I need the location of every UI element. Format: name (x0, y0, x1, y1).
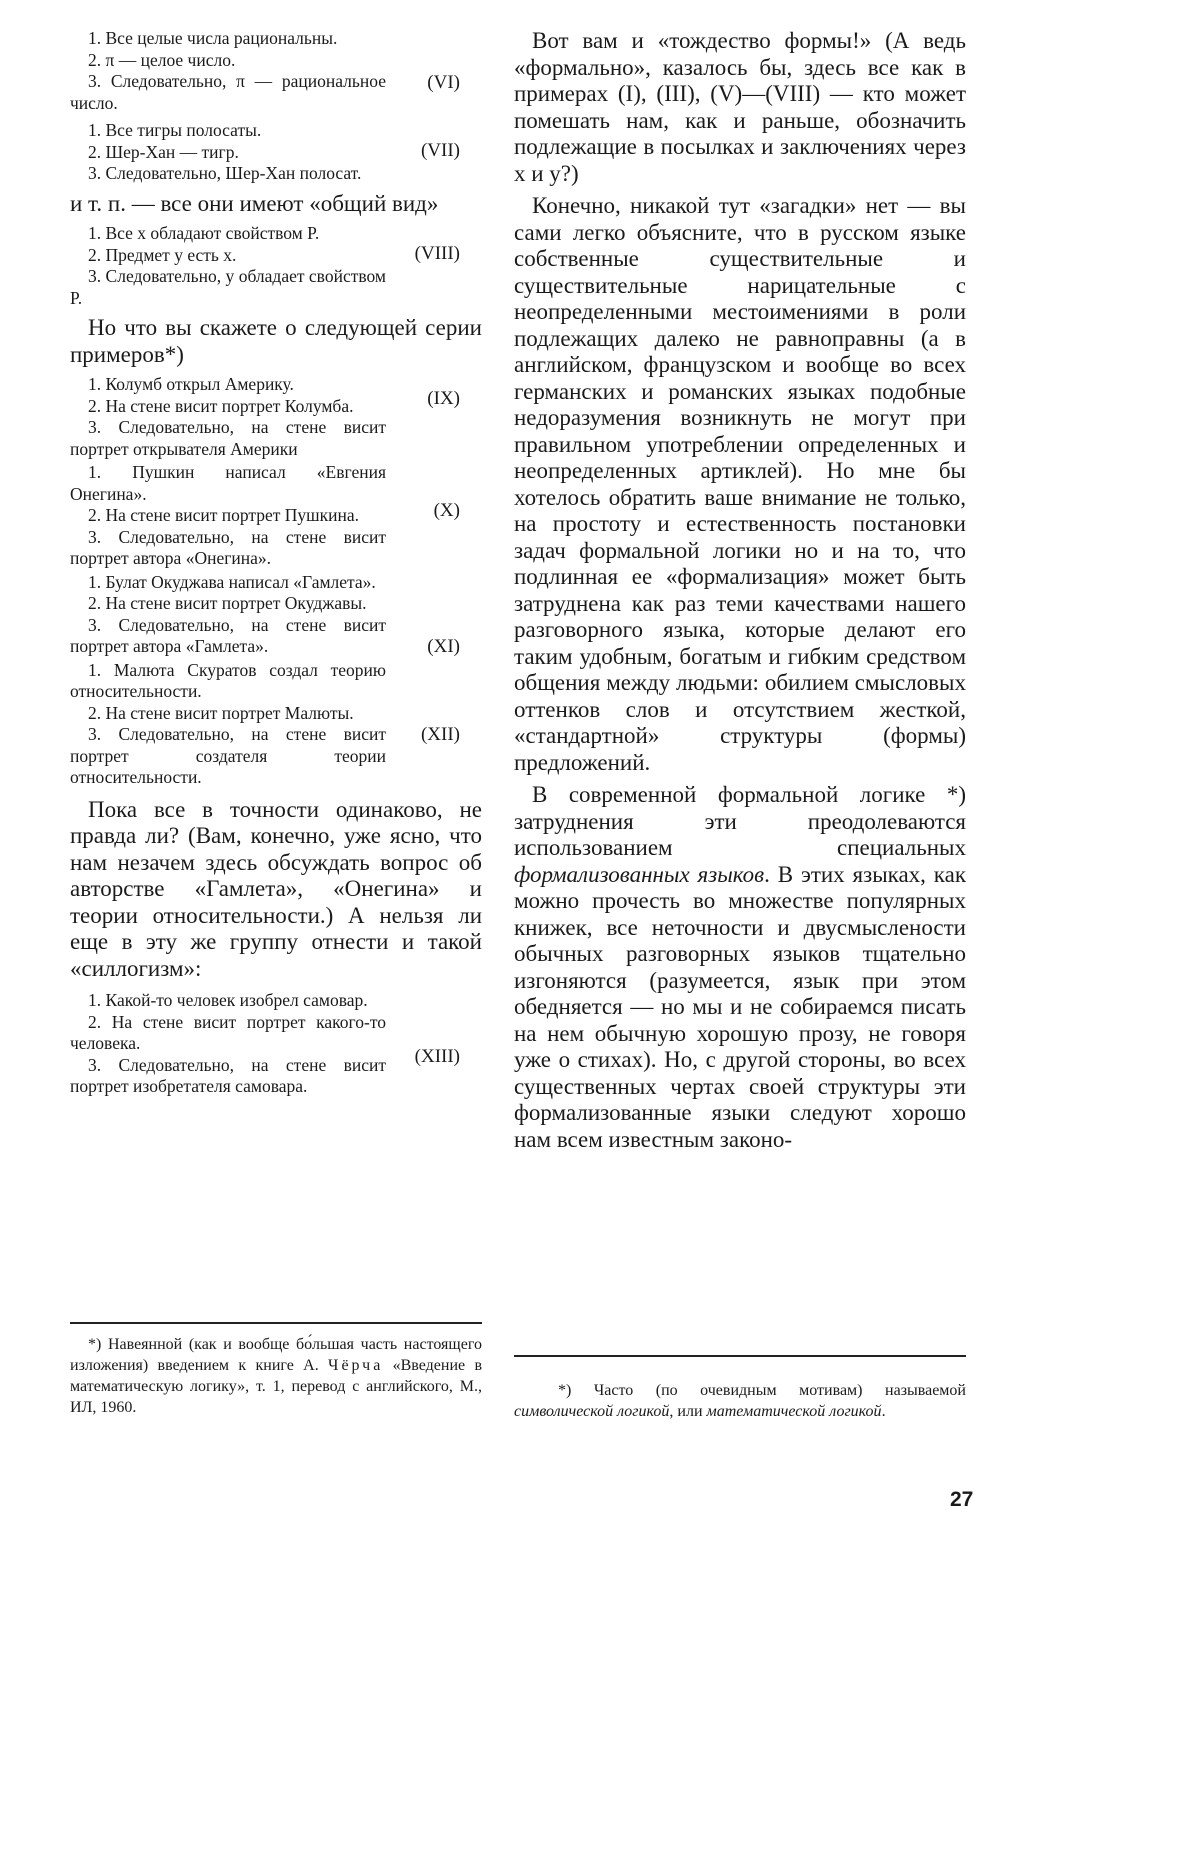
conclusion: 3. Следовательно, на стене висит портрет создателя теории относительности. (70, 724, 386, 787)
syllogism-XII (70, 660, 482, 789)
premise-1: 1. Малюта Скуратов создал теорию относительности. (70, 659, 386, 701)
premise-2: 2. На стене висит портрет Пушкина. (88, 505, 360, 525)
syllogism-X (70, 462, 482, 570)
footnote-text: «Введение в математическую логику», т. 1, перевод с английского, М., ИЛ, 1960. (70, 1357, 482, 1416)
paragraph-text: . В этих языках, как можно прочесть во множестве популярных книжек, все неточности и двусмыслености обычных разговорных языков тщательно изгоняются (разумеется, язык при этом обедняется — но мы и не собираемся писать на нем обычную хорошую прозу, не говоря уже о стихах). Но, с другой стороны, во всех существенных чертах своей структуры эти формализованные языки следуют хорошо нам всем известным законо- (514, 861, 966, 1152)
footnote-left (70, 1334, 482, 1418)
emphasis-term: символической логикой (514, 1403, 670, 1420)
syllogism-series (70, 374, 482, 789)
emphasis-term: математической логикой (706, 1403, 882, 1420)
paragraph-text: В современной формальной логике *) затруднения эти преодолеваются использованием специальных (514, 782, 966, 860)
comparison-paragraph: Пока все в точности одинаково, не правда ли? (Вам, конечно, уже ясно, что нам незачем здесь обсуждать вопрос об авторстве «Гамлета», «Онегина» и теории относительности.) А нельзя ли еще в эту же группу отнести и такой «силлогизм»: (70, 796, 482, 981)
syllogism-tag: (XII) (420, 723, 460, 745)
conclusion: 3. Следовательно, на стене висит портрет автора «Гамлета». (70, 614, 386, 656)
premise-2: 2. Шер-Хан — тигр. (88, 141, 239, 162)
footnote-text: *) Навеянной (как и вообще бо́льшая часть настоящего изложения) введением к книге А. (70, 1336, 482, 1374)
paragraph-identity-of-form: Вот вам и «тождество формы!» (А ведь «формально», казалось бы, здесь все как в примерах (I), (III), (V)—(VIII) — кто может помешать нам, как и раньше, обозначить подлежащие в посылках и заключениях через x и y?) (514, 28, 966, 186)
syllogism-tag: (VI) (427, 72, 460, 93)
premise-2: 2. π — целое число. (88, 49, 236, 70)
syllogism-tag: (XIII) (414, 1046, 460, 1067)
premise-1: 1. Колумб открыл Америку. (88, 374, 294, 394)
emphasis-term: формализованных языков (514, 861, 765, 887)
premise-2: 2. Предмет y есть x. (88, 244, 237, 265)
paragraph-no-riddle: Конечно, никакой тут «загадки» нет — вы сами легко объясните, что в русском языке собственные существительные и существительные нарицательные с неопределенными местоимениями в роли подлежащих далеко не равноправны (а в английском, французском и вообще во всех германских и романских языках подобные недоразумения возникнуть не могут при правильном употреблении определенных и неопределенных артиклей). Но мне бы хотелось обратить ваше внимание не только, на простоту и естественность постановки задач формальной логики но и на то, что подлинная ее «формализация» может быть затруднена как раз теми качествами нашего разговорного языка, которые делают его таким удобным, богатым и гибким средством общения между людьми: обилием смысловых оттенков слов и отсутствием жесткой, «стандартной» структуры (формы) предложений. (514, 193, 966, 775)
premise-1: 1. Булат Окуджава написал «Гамлета». (88, 571, 376, 592)
left-column (70, 28, 482, 1104)
conclusion: 3. Следовательно, на стене висит портрет автора «Онегина». (70, 526, 386, 568)
conclusion: 3. Следовательно, π — рациональное число. (70, 71, 386, 113)
syllogism-tag: (VII) (420, 140, 460, 161)
series-question: Но что вы скажете о следующей серии примеров*) (70, 315, 482, 367)
footnote-text: , или (669, 1403, 707, 1420)
footnote-text: . (881, 1403, 886, 1420)
syllogism-XIII (70, 990, 482, 1098)
footnote-text: *) Часто (по очевидным мотивам) называемой (558, 1382, 966, 1399)
syllogism-tag: (X) (433, 500, 460, 521)
syllogism-tag: (XI) (427, 635, 460, 657)
right-column (514, 28, 966, 1159)
syllogism-VI (70, 28, 482, 114)
footnote-divider-right (514, 1355, 966, 1357)
footnote-divider-left (70, 1322, 482, 1324)
footnote-author: Чёрча (328, 1357, 384, 1374)
premise-1: 1. Какой-то человек изобрел самовар. (88, 990, 368, 1010)
syllogism-tag: (VIII) (414, 243, 460, 264)
syllogism-IX (70, 374, 482, 460)
premise-2: 2. На стене висит портрет Окуджавы. (88, 593, 367, 613)
conclusion: 3. Следовательно, Шер-Хан полосат. (88, 163, 362, 183)
footnote-right (514, 1380, 966, 1422)
premise-1: 1. Все целые числа рациональны. (88, 28, 338, 48)
conclusion: 3. Следовательно, y обладает свойством P. (70, 266, 386, 308)
conclusion: 3. Следовательно, на стене висит портрет открывателя Америки (70, 417, 386, 459)
premise-1: 1. Все тигры полосаты. (88, 120, 262, 140)
syllogism-VIII (70, 223, 482, 309)
syllogism-VII (70, 120, 482, 185)
premise-2: 2. На стене висит портрет какого-то человека. (70, 1011, 386, 1053)
premise-2: 2. На стене висит портрет Колумба. (88, 395, 354, 416)
page-number: 27 (950, 1488, 974, 1511)
premise-1: 1. Все x обладают свойством P. (88, 223, 320, 243)
general-form-intro: и т. п. — все они имеют «общий вид» (70, 190, 439, 216)
conclusion: 3. Следовательно, на стене висит портрет изобретателя самовара. (70, 1054, 386, 1096)
paragraph-formalized-languages (514, 782, 966, 1153)
premise-1: 1. Пушкин написал «Евгения Онегина». (70, 462, 386, 504)
premise-2: 2. На стене висит портрет Малюты. (88, 702, 354, 723)
syllogism-tag: (IX) (427, 388, 460, 409)
syllogism-XI (70, 572, 482, 658)
